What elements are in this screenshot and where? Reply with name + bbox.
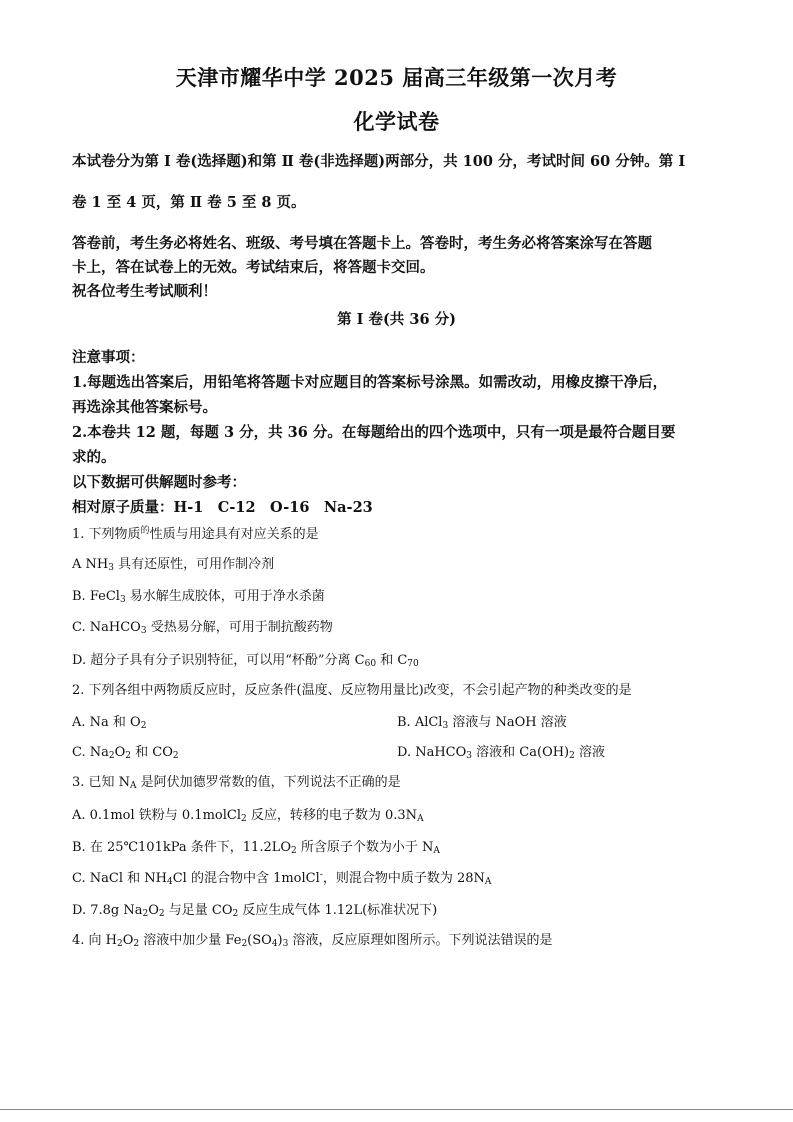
- notes-heading: 注意事项：: [72, 349, 145, 366]
- q2-c-sub: 2: [125, 751, 132, 761]
- atomic-mass-values: H-1 C-12 O-16 Na-23: [173, 499, 373, 516]
- q3-b-sub: 2: [291, 846, 297, 856]
- q3-a-sub: A: [417, 814, 424, 824]
- q2-c-text: 和 CO: [131, 745, 173, 760]
- q3-c-sub: 4: [166, 877, 173, 887]
- q2-d-sub: 3: [466, 751, 473, 761]
- q2-stem: 2. 下列各组中两物质反应时，反应条件(温度、反应物用量比)改变，不会引起产物的种类改变的是: [72, 683, 632, 698]
- atomic-mass-label: 相对原子质量：: [72, 499, 174, 516]
- q2-d-text: 溶液: [574, 745, 606, 760]
- q4-stem-text: 4. 向 H: [72, 933, 118, 948]
- note-1-line-1: 1.每题选出答案后，用铅笔将答题卡对应题目的答案标号涂黑。如需改动，用橡皮擦干净后，: [72, 374, 668, 391]
- q2-option-c: [72, 741, 179, 760]
- q3-a-text: A. 0.1mol 铁粉与 0.1molCl: [72, 808, 241, 823]
- q4-stem: [72, 929, 553, 948]
- q2-c-text: O: [114, 745, 126, 760]
- q3-a-sub: 2: [241, 814, 247, 824]
- q2-d-text: 溶液和 Ca(OH): [472, 745, 570, 760]
- note-2-line-1: 2.本卷共 12 题，每题 3 分，共 36 分。在每题给出的四个选项中，只有一项是最符合题目要: [72, 424, 676, 441]
- section-heading: 第 Ⅰ 卷(共 36 分): [337, 311, 456, 328]
- q4-stem-text: ): [277, 933, 283, 948]
- q3-c-text: C. NaCl 和 NH: [72, 871, 167, 886]
- q3-d-text: 反应生成气体 1.12L(标准状况下): [238, 903, 438, 918]
- q2-b-text: B. AlCl: [397, 715, 443, 730]
- q3-c-sup: -: [319, 870, 323, 880]
- q3-stem-sub: A: [130, 781, 137, 791]
- q2-a-text: A. Na 和 O: [72, 715, 141, 730]
- q3-c-text: Cl 的混合物中含 1molCl: [172, 871, 320, 886]
- q3-option-c: [72, 867, 491, 886]
- intro-line-3: 答卷前，考生务必将姓名、班级、考号填在答题卡上。答卷时，考生务必将答案涂写在答题: [72, 235, 652, 252]
- q3-b-sub: A: [433, 846, 440, 856]
- q1-option-b: [72, 585, 325, 604]
- q3-b-text: B. 在 25℃101kPa 条件下，11.2LO: [72, 840, 292, 855]
- q2-c-sub: 2: [108, 751, 115, 761]
- q4-stem-sub: 4: [271, 939, 278, 949]
- q2-d-text: D. NaHCO: [397, 745, 467, 760]
- note-1-line-2: 再选涂其他答案标号。: [72, 399, 217, 416]
- q2-b-text: 溶液与 NaOH 溶液: [448, 715, 567, 730]
- q1-b-sub: 3: [119, 595, 126, 605]
- q4-stem-text: (SO: [247, 933, 272, 948]
- q1-a-sub: 3: [108, 563, 114, 573]
- atomic-mass-line: [72, 496, 373, 517]
- q2-c-text: C. Na: [72, 745, 109, 760]
- q3-a-text: 反应，转移的电子数为 0.3N: [246, 808, 418, 823]
- q2-b-sub: 3: [442, 721, 449, 731]
- q4-stem-text: O: [122, 933, 134, 948]
- q3-c-text: ，则混合物中质子数为 28N: [322, 871, 485, 886]
- q1-d-sub: 70: [407, 659, 419, 669]
- page-bottom-divider: [0, 1109, 793, 1110]
- q3-d-text: O: [148, 903, 159, 918]
- intro-line-4: 卡上，答在试卷上的无效。考试结束后，将答题卡交回。: [72, 259, 435, 276]
- reference-note: 以下数据可供解题时参考：: [72, 474, 246, 491]
- q2-option-a: [72, 711, 146, 730]
- q1-option-c: [72, 616, 333, 635]
- q3-d-text: 与足量 CO: [164, 903, 233, 918]
- q2-c-sub: 2: [172, 751, 179, 761]
- exam-subtitle: 化学试卷: [353, 109, 440, 134]
- q3-d-sub: 2: [142, 909, 149, 919]
- q1-d-text: D. 超分子具有分子识别特征，可以用“杯酚”分离 C: [72, 653, 365, 668]
- q3-stem-text: 3. 已知 N: [72, 775, 131, 790]
- q4-stem-sub: 2: [117, 939, 123, 949]
- q2-a-sub: 2: [140, 721, 147, 731]
- intro-line-2: 卷 1 至 4 页，第 Ⅱ 卷 5 至 8 页。: [72, 194, 306, 211]
- q1-stem-part: 性质与用途具有对应关系的是: [149, 527, 319, 542]
- q4-stem-sub: 2: [133, 939, 140, 949]
- q1-stem: [72, 523, 319, 542]
- q2-option-d: [397, 741, 605, 760]
- q4-stem-text: 溶液中加少量 Fe: [139, 933, 242, 948]
- q1-c-text: C. NaHCO: [72, 620, 141, 635]
- q3-d-text: D. 7.8g Na: [72, 903, 143, 918]
- q1-d-sub: 60: [364, 659, 377, 669]
- intro-line-5: 祝各位考生考试顺利！: [72, 283, 217, 300]
- q3-stem-text: 是阿伏加德罗常数的值，下列说法不正确的是: [136, 775, 401, 790]
- exam-title: 天津市耀华中学 2025 届高三年级第一次月考: [175, 65, 618, 90]
- q3-option-d: [72, 899, 437, 918]
- q3-d-sub: 2: [158, 909, 165, 919]
- note-2-line-2: 求的。: [72, 449, 116, 466]
- q1-c-sub: 3: [140, 626, 147, 636]
- q3-c-sub: A: [484, 877, 492, 887]
- q1-a-text: A NH: [72, 557, 109, 572]
- q1-b-text: B. FeCl: [72, 589, 120, 604]
- q4-stem-sub: 3: [282, 939, 289, 949]
- q2-option-b: [397, 711, 567, 730]
- q2-d-sub: 2: [569, 751, 575, 761]
- q1-stem-mark: 的: [140, 526, 150, 536]
- q3-b-text: 所含原子个数为小于 N: [296, 840, 434, 855]
- q1-stem-part: 1. 下列物质: [72, 527, 141, 542]
- q1-c-text: 受热易分解，可用于制抗酸药物: [146, 620, 333, 635]
- q3-stem: [72, 771, 401, 790]
- q1-b-text: 易水解生成胶体，可用于净水杀菌: [125, 589, 325, 604]
- intro-line-1: 本试卷分为第 Ⅰ 卷(选择题)和第 Ⅱ 卷(非选择题)两部分，共 100 分，考试时间 60 分钟。第 Ⅰ: [72, 153, 686, 170]
- q3-option-a: [72, 804, 424, 823]
- q3-d-sub: 2: [232, 909, 239, 919]
- q1-a-text: 具有还原性，可用作制冷剂: [113, 557, 275, 572]
- q1-option-d: [72, 649, 419, 668]
- q4-stem-sub: 2: [241, 939, 248, 949]
- q4-stem-text: 溶液，反应原理如图所示。下列说法错误的是: [288, 933, 553, 948]
- q1-option-a: [72, 553, 274, 572]
- q1-d-text: 和 C: [376, 653, 408, 668]
- q3-option-b: [72, 836, 440, 855]
